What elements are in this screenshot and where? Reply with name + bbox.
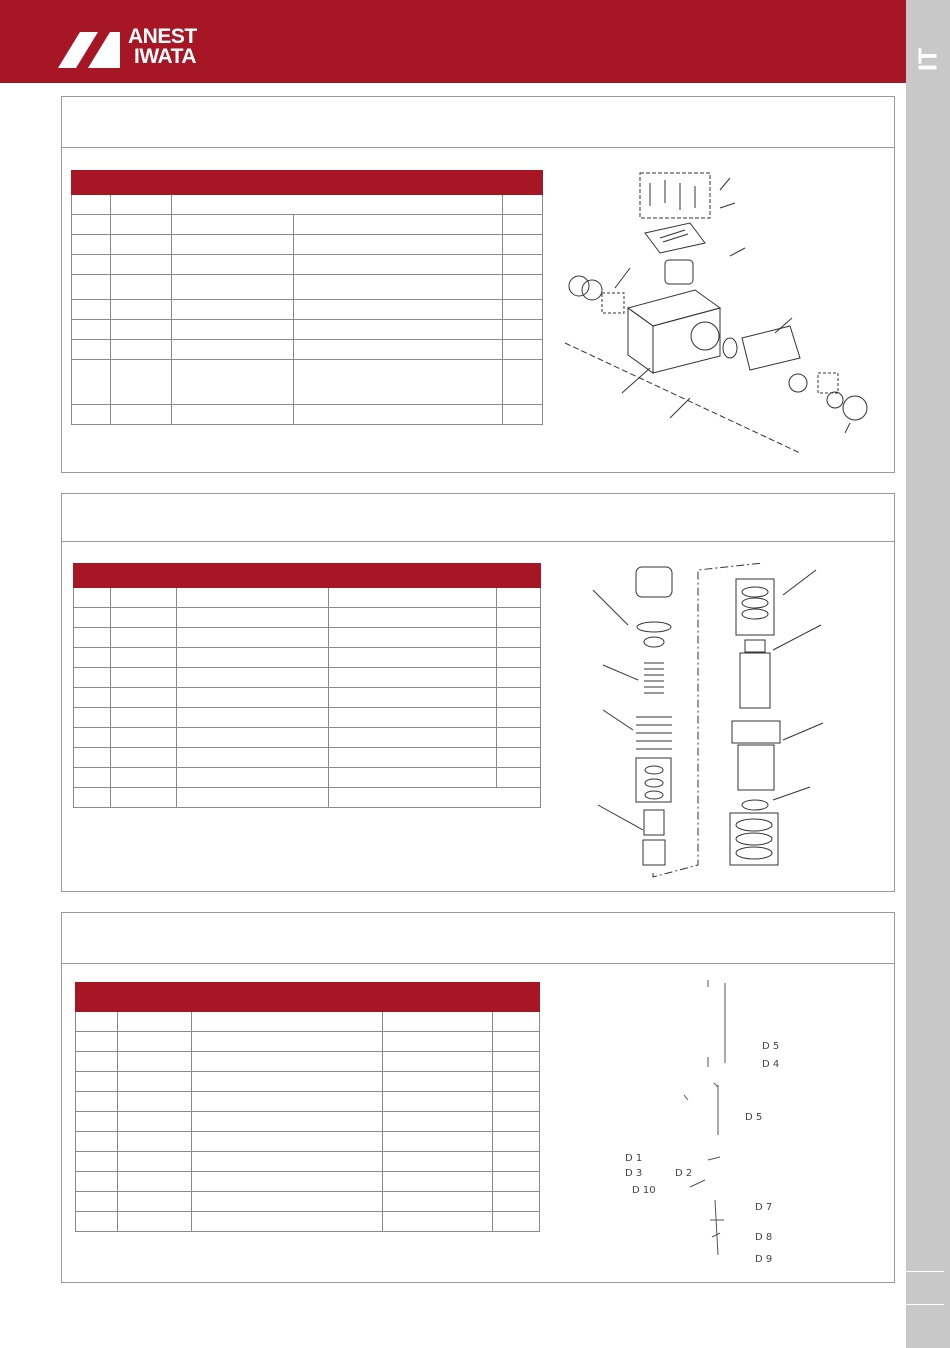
table-header-row: [76, 983, 540, 1012]
table-row: [72, 235, 543, 255]
table-row: [74, 788, 541, 808]
diagram-label: D 1: [625, 1153, 643, 1164]
table-row: [76, 1112, 540, 1132]
table-row: [72, 300, 543, 320]
diagram-label: D 9: [755, 1254, 773, 1265]
section-1-table: [71, 170, 543, 425]
diagram-label: D 10: [632, 1185, 656, 1196]
diagram-label: D 3: [625, 1168, 643, 1179]
table-row: [72, 275, 543, 300]
table-row: [74, 728, 541, 748]
table-row: [72, 360, 543, 405]
section-2-exploded-diagram: [588, 555, 828, 880]
table-row: [72, 320, 543, 340]
table-row: [76, 1072, 540, 1092]
table-row: [74, 648, 541, 668]
brand-line-2: IWATA: [134, 45, 197, 68]
table-row: [74, 608, 541, 628]
sidebar-divider: [906, 1304, 944, 1305]
table-header-row: [72, 171, 543, 195]
table-row: [74, 668, 541, 688]
table-row: [76, 1092, 540, 1112]
table-row: [76, 1012, 540, 1032]
brand-name: [128, 27, 197, 67]
section-1-exploded-diagram: [550, 168, 880, 453]
table-row: [76, 1192, 540, 1212]
table-row: [74, 748, 541, 768]
diagram-label: D 7: [755, 1202, 773, 1213]
table-row: [72, 255, 543, 275]
table-row: [76, 1152, 540, 1172]
table-row: [74, 708, 541, 728]
table-row: [76, 1032, 540, 1052]
section-2-table: [73, 563, 541, 808]
section-3-header: [62, 913, 894, 964]
table-row: [76, 1052, 540, 1072]
diagram-label: D 8: [755, 1232, 773, 1243]
section-3-table: [75, 982, 540, 1232]
table-row: [76, 1132, 540, 1152]
section-1-header: [62, 97, 894, 148]
diagram-label: D 5: [762, 1041, 780, 1052]
sidebar-divider: [906, 1271, 944, 1272]
sidebar: [906, 0, 950, 1348]
table-row: [72, 405, 543, 425]
table-row: [72, 195, 543, 215]
table-row: [74, 628, 541, 648]
diagram-label: D 2: [675, 1168, 693, 1179]
diagram-label: D 5: [745, 1112, 763, 1123]
language-code: IT: [912, 47, 943, 72]
table-header-row: [74, 564, 541, 588]
table-row: [76, 1172, 540, 1192]
table-row: [74, 688, 541, 708]
table-row: [74, 588, 541, 608]
brand-line-1: ANEST: [128, 25, 197, 48]
section-2-header: [62, 494, 894, 542]
table-row: [74, 768, 541, 788]
section-3-exploded-diagram: [620, 975, 820, 1275]
table-row: [72, 215, 543, 235]
diagram-label: D 4: [762, 1059, 780, 1070]
table-row: [72, 340, 543, 360]
table-row: [76, 1212, 540, 1232]
